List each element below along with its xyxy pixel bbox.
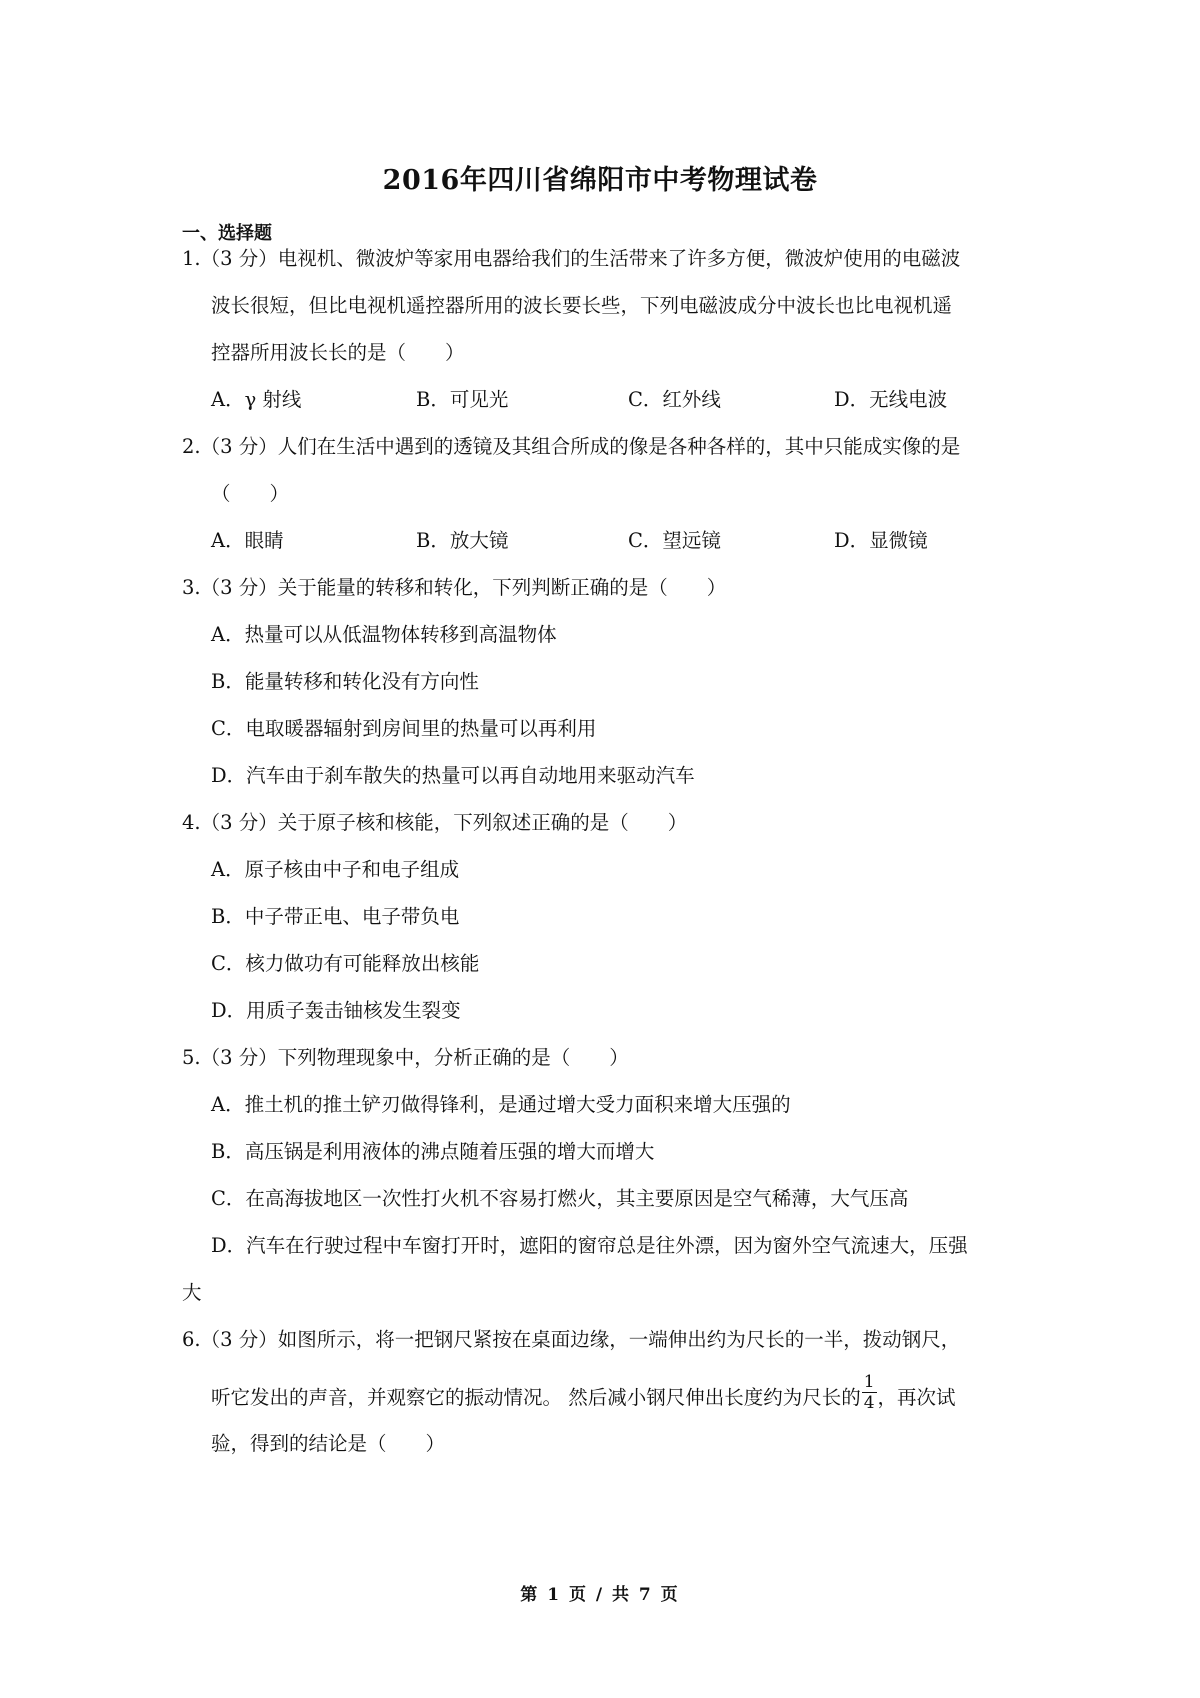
page-title: 2016年四川省绵阳市中考物理试卷 xyxy=(382,165,818,196)
q6-stem-line-2-text: 听它发出的声音，并观察它的振动情况。 然后减小钢尺伸出长度约为尺长的 xyxy=(211,1386,861,1409)
q5-option-b: B．高压锅是利用液体的沸点随着压强的增大而增大 xyxy=(211,1140,655,1163)
q2-option-d: D．显微镜 xyxy=(834,529,928,552)
q1-stem-line-2: 波长很短，但比电视机遥控器所用的波长要长些，下列电磁波成分中波长也比电视机遥 xyxy=(211,294,953,317)
q1-option-d: D．无线电波 xyxy=(834,388,948,411)
q4-option-b: B．中子带正电、电子带负电 xyxy=(211,905,460,928)
q6-stem-line-2 xyxy=(211,1372,956,1419)
q6-stem-line-3: 验，得到的结论是（ ） xyxy=(211,1432,446,1455)
q5-option-d-line-2: 大 xyxy=(182,1281,202,1304)
q1-option-a: A．γ 射线 xyxy=(211,388,302,411)
section-heading: 一、选择题 xyxy=(182,223,272,244)
q4-option-d: D．用质子轰击铀核发生裂变 xyxy=(211,999,461,1022)
page-footer: 第 1 页 / 共 7 页 xyxy=(520,1585,680,1605)
q2-stem-line-2: （ ） xyxy=(211,482,290,505)
q5-option-d-line-1: D．汽车在行驶过程中车窗打开时，遮阳的窗帘总是往外漂，因为窗外空气流速大，压强 xyxy=(211,1234,968,1257)
fraction-one-quarter xyxy=(862,1372,877,1413)
q6-stem-line-2-tail: ，再次试 xyxy=(877,1386,956,1409)
q5-option-c: C．在高海拔地区一次性打火机不容易打燃火，其主要原因是空气稀薄，大气压高 xyxy=(211,1187,909,1210)
q3-stem: 3.（3 分）关于能量的转移和转化，下列判断正确的是（ ） xyxy=(182,576,727,599)
q3-option-a: A．热量可以从低温物体转移到高温物体 xyxy=(211,623,557,646)
q2-option-c: C．望远镜 xyxy=(628,529,721,552)
fraction-numerator: 1 xyxy=(863,1372,875,1392)
q4-stem: 4.（3 分）关于原子核和核能，下列叙述正确的是（ ） xyxy=(182,811,688,834)
q2-option-a: A．眼睛 xyxy=(211,529,284,552)
q2-option-b: B．放大镜 xyxy=(416,529,509,552)
q4-option-a: A．原子核由中子和电子组成 xyxy=(211,858,460,881)
q1-option-c: C．红外线 xyxy=(628,388,721,411)
q5-option-a: A．推土机的推土铲刃做得锋利，是通过增大受力面积来增大压强的 xyxy=(211,1093,791,1116)
q5-stem: 5.（3 分）下列物理现象中，分析正确的是（ ） xyxy=(182,1046,629,1069)
q3-option-c: C．电取暖器辐射到房间里的热量可以再利用 xyxy=(211,717,597,740)
q2-stem-line-1: 2.（3 分）人们在生活中遇到的透镜及其组合所成的像是各种各样的，其中只能成实像的是 xyxy=(182,435,961,458)
q6-stem-line-1: 6.（3 分）如图所示，将一把钢尺紧按在桌面边缘，一端伸出约为尺长的一半，拨动钢尺， xyxy=(182,1328,961,1351)
fraction-denominator: 4 xyxy=(863,1393,875,1413)
q1-stem-line-1: 1.（3 分）电视机、微波炉等家用电器给我们的生活带来了许多方便，微波炉使用的电磁波 xyxy=(182,247,961,270)
q3-option-d: D．汽车由于刹车散失的热量可以再自动地用来驱动汽车 xyxy=(211,764,695,787)
q3-option-b: B．能量转移和转化没有方向性 xyxy=(211,670,479,693)
q4-option-c: C．核力做功有可能释放出核能 xyxy=(211,952,480,975)
q1-option-b: B．可见光 xyxy=(416,388,509,411)
q1-stem-line-3: 控器所用波长长的是（ ） xyxy=(211,341,465,364)
